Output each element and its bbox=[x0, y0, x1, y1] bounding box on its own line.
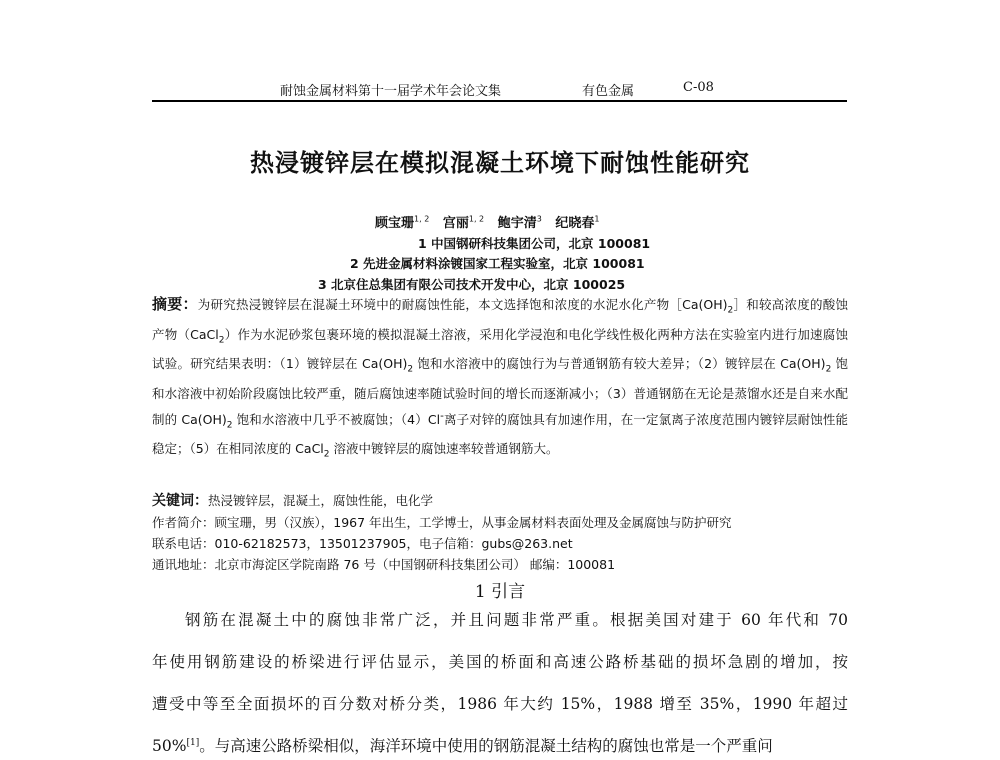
author-name: 纪晓春 bbox=[555, 216, 595, 231]
author-affiliation-mark: 1, 2 bbox=[414, 214, 430, 224]
affiliation-2: 2 先进金属材料涂镀国家工程实验室，北京 100081 bbox=[350, 256, 645, 271]
affiliation-1: 1 中国钢研科技集团公司，北京 100081 bbox=[418, 236, 651, 251]
author-affiliation-mark: 1, 2 bbox=[468, 214, 485, 224]
intro-paragraph-line: 遭受中等至全面损坏的百分数对桥分类，1986 年大约 15%，1988 增至 35%，1990 年超过 bbox=[152, 695, 848, 713]
author-name: 顾宝珊 bbox=[375, 216, 415, 231]
keywords bbox=[152, 490, 848, 510]
running-header-category: 有色金属 bbox=[582, 84, 635, 99]
abstract-label: 摘要： bbox=[152, 295, 198, 313]
mailing-address: 通讯地址：北京市海淀区学院南路 76 号（中国钢研科技集团公司） 邮编：100081 bbox=[152, 557, 616, 572]
header-rule bbox=[152, 100, 847, 102]
author-list bbox=[375, 212, 600, 231]
abstract: 摘要：为研究热浸镀锌层在混凝土环境中的耐腐蚀性能，本文选择饱和浓度的水泥水化产物$[Ca(OH)_2]$和较高浓度的酸蚀产物（CaCl$_2$）作为水泥砂浆包裹环境的模拟混凝土溶液，采用化学浸泡和电化学线性极化两种方法在实验室内进行加速腐蚀试验。研究结果表明：（1）镀锌层在 $Ca(OH)_2$ 饱和水溶液中的腐蚀行为与普通钢筋有较大差异；（2）镀锌层在 $Ca(OH)_2$ 饱和水溶液中初始阶段腐蚀比较严重，随后腐蚀速率随试验时间的增长而逐渐减小；（3）普通钢筋在无论是蒸馏水还是自来水配制的 $Ca(OH)_2$ 饱和水溶液中几乎不被腐蚀；（4）Cl-离子对锌的腐蚀具有加速作用，在一定氯离子浓度范围内镀锌层耐蚀性能稳定；（5）在相同浓度的 CaCl$_2$ 溶液中镀锌层的腐蚀速率较普通钢筋大。 bbox=[152, 295, 849, 460]
author-name: 宫丽 bbox=[442, 216, 469, 231]
contact-info: 联系电话：010-62182573，13501237905，电子信箱：gubs@263.net bbox=[152, 536, 573, 551]
author-name: 鲍宇清 bbox=[497, 216, 537, 231]
affiliation-3: 3 北京住总集团有限公司技术开发中心，北京 100025 bbox=[318, 277, 626, 292]
section-heading: 1 引言 bbox=[474, 582, 526, 602]
keywords-label: 关键词： bbox=[152, 493, 208, 509]
running-header-proceedings: 耐蚀金属材料第十一届学术年会论文集 bbox=[280, 84, 502, 99]
paper-title: 热浸镀锌层在模拟混凝土环境下耐蚀性能研究 bbox=[250, 149, 750, 177]
intro-paragraph-line: 50%[1]。与高速公路桥梁相似，海洋环境中使用的钢筋混凝土结构的腐蚀也常是一个严重问 bbox=[152, 737, 773, 755]
citation-ref: [1] bbox=[186, 737, 200, 748]
author-intro: 作者简介：顾宝珊，男（汉族），1967 年出生，工学博士，从事金属材料表面处理及金属腐蚀与防护研究 bbox=[152, 515, 732, 530]
intro-paragraph-line: 年使用钢筋建设的桥梁进行评估显示，美国的桥面和高速公路桥基础的损坏急剧的增加，按 bbox=[152, 653, 848, 671]
keywords-text: 热浸镀锌层，混凝土，腐蚀性能，电化学 bbox=[208, 493, 434, 508]
author-affiliation-mark: 1 bbox=[594, 214, 600, 224]
author-affiliation-mark: 3 bbox=[536, 214, 542, 224]
intro-paragraph-line: 钢筋在混凝土中的腐蚀非常广泛，并且问题非常严重。根据美国对建于 60 年代和 70 bbox=[185, 611, 848, 629]
running-header-code: C-08 bbox=[683, 80, 714, 95]
